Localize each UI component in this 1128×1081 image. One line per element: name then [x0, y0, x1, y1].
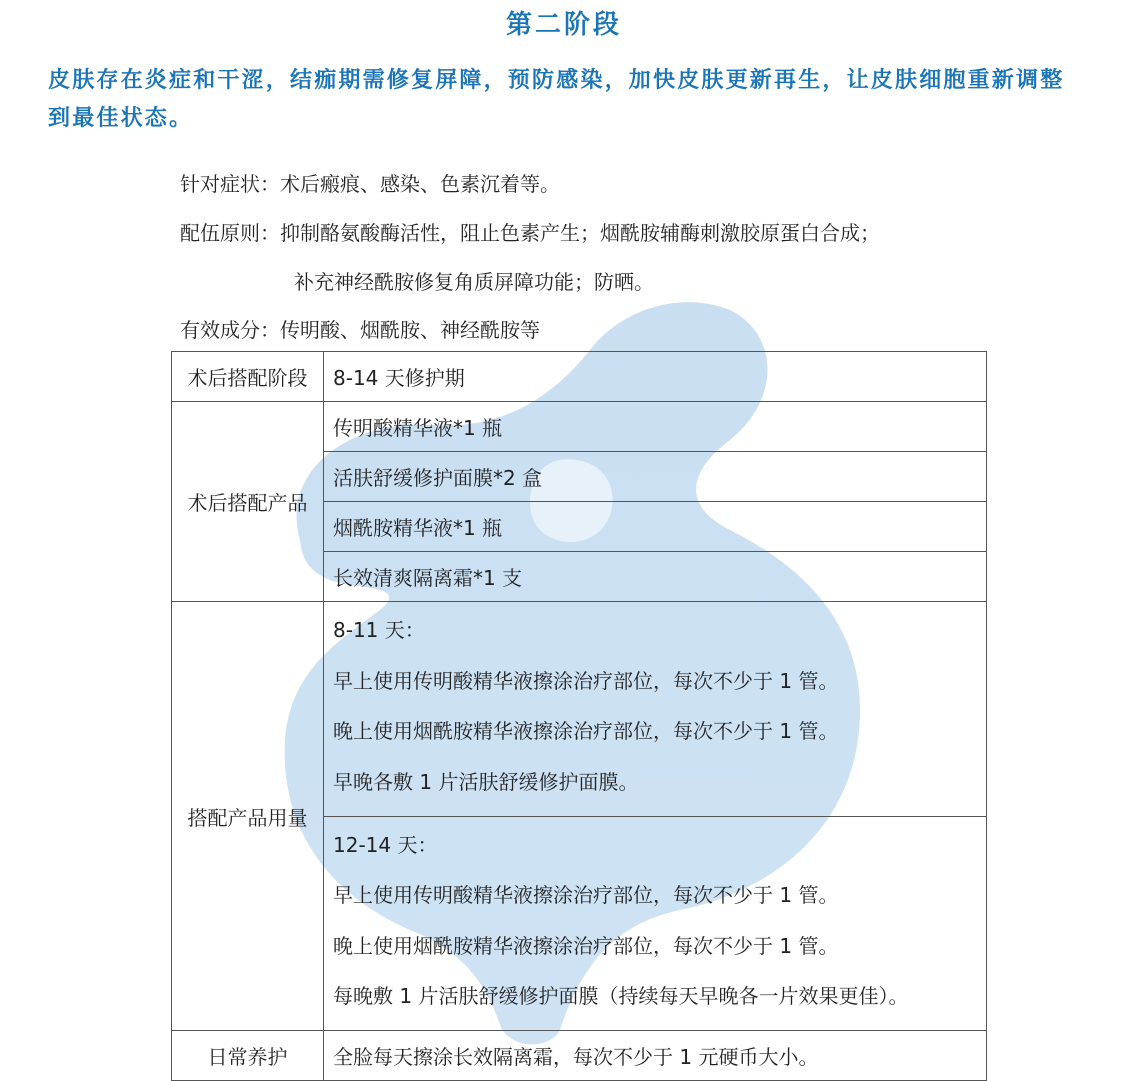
page-title: 第二阶段	[505, 10, 622, 40]
symptoms-label: 针对症状：	[180, 172, 280, 196]
stage-label-cell: 术后搭配阶段	[172, 352, 324, 402]
principle-label: 配伍原则：	[180, 221, 280, 245]
table-row-daily	[172, 1031, 987, 1081]
usage-label-cell: 搭配产品用量	[172, 602, 324, 1031]
usage-line: 早上使用传明酸精华液擦涂治疗部位，每次不少于 1 管。	[333, 668, 839, 693]
ingredients-row	[180, 314, 540, 343]
usage-line: 晚上使用烟酰胺精华液擦涂治疗部位，每次不少于 1 管。	[333, 719, 839, 743]
daily-label-cell: 日常养护	[172, 1031, 324, 1081]
table-row-stage	[172, 352, 987, 402]
product-item: 长效清爽隔离霜*1 支	[324, 552, 987, 602]
principle-line-1: 抑制酪氨酸酶活性，阻止色素产生；烟酰胺辅酶刺激胶原蛋白合成；	[280, 221, 880, 245]
principle-line-2: 补充神经酰胺修复角质屏障功能；防晒。	[294, 270, 654, 294]
usage-line: 8-11 天：	[333, 618, 425, 642]
intro-paragraph: 皮肤存在炎症和干涩，结痂期需修复屏障，预防感染，加快皮肤更新再生，让皮肤细胞重新调整到最佳状态。	[48, 68, 1065, 131]
usage-block-day-12-14	[324, 816, 987, 1031]
table-row-usage-1	[172, 602, 987, 817]
usage-block-day-8-11	[324, 602, 987, 817]
usage-line: 早晚各敷 1 片活肤舒缓修护面膜。	[333, 769, 639, 794]
usage-line: 早上使用传明酸精华液擦涂治疗部位，每次不少于 1 管。	[333, 883, 839, 907]
care-plan-table	[171, 351, 987, 1081]
stage-value-cell: 8-14 天修护期	[324, 352, 987, 402]
principle-row	[180, 217, 880, 246]
symptoms-value: 术后瘢痕、感染、色素沉着等。	[280, 172, 560, 196]
usage-line: 12-14 天：	[333, 832, 438, 857]
table-row-product-1	[172, 402, 987, 452]
symptoms-row	[180, 168, 560, 197]
usage-line: 晚上使用烟酰胺精华液擦涂治疗部位，每次不少于 1 管。	[333, 933, 839, 958]
product-item: 活肤舒缓修护面膜*2 盒	[324, 452, 987, 502]
usage-line: 每晚敷 1 片活肤舒缓修护面膜（持续每天早晚各一片效果更佳）。	[333, 984, 909, 1008]
principle-row-continued	[294, 266, 654, 295]
ingredients-value: 传明酸、烟酰胺、神经酰胺等	[280, 318, 540, 342]
product-item: 传明酸精华液*1 瓶	[324, 402, 987, 452]
product-item: 烟酰胺精华液*1 瓶	[324, 502, 987, 552]
daily-value-cell: 全脸每天擦涂长效隔离霜，每次不少于 1 元硬币大小。	[324, 1031, 987, 1081]
ingredients-label: 有效成分：	[180, 318, 280, 342]
products-label-cell: 术后搭配产品	[172, 402, 324, 602]
